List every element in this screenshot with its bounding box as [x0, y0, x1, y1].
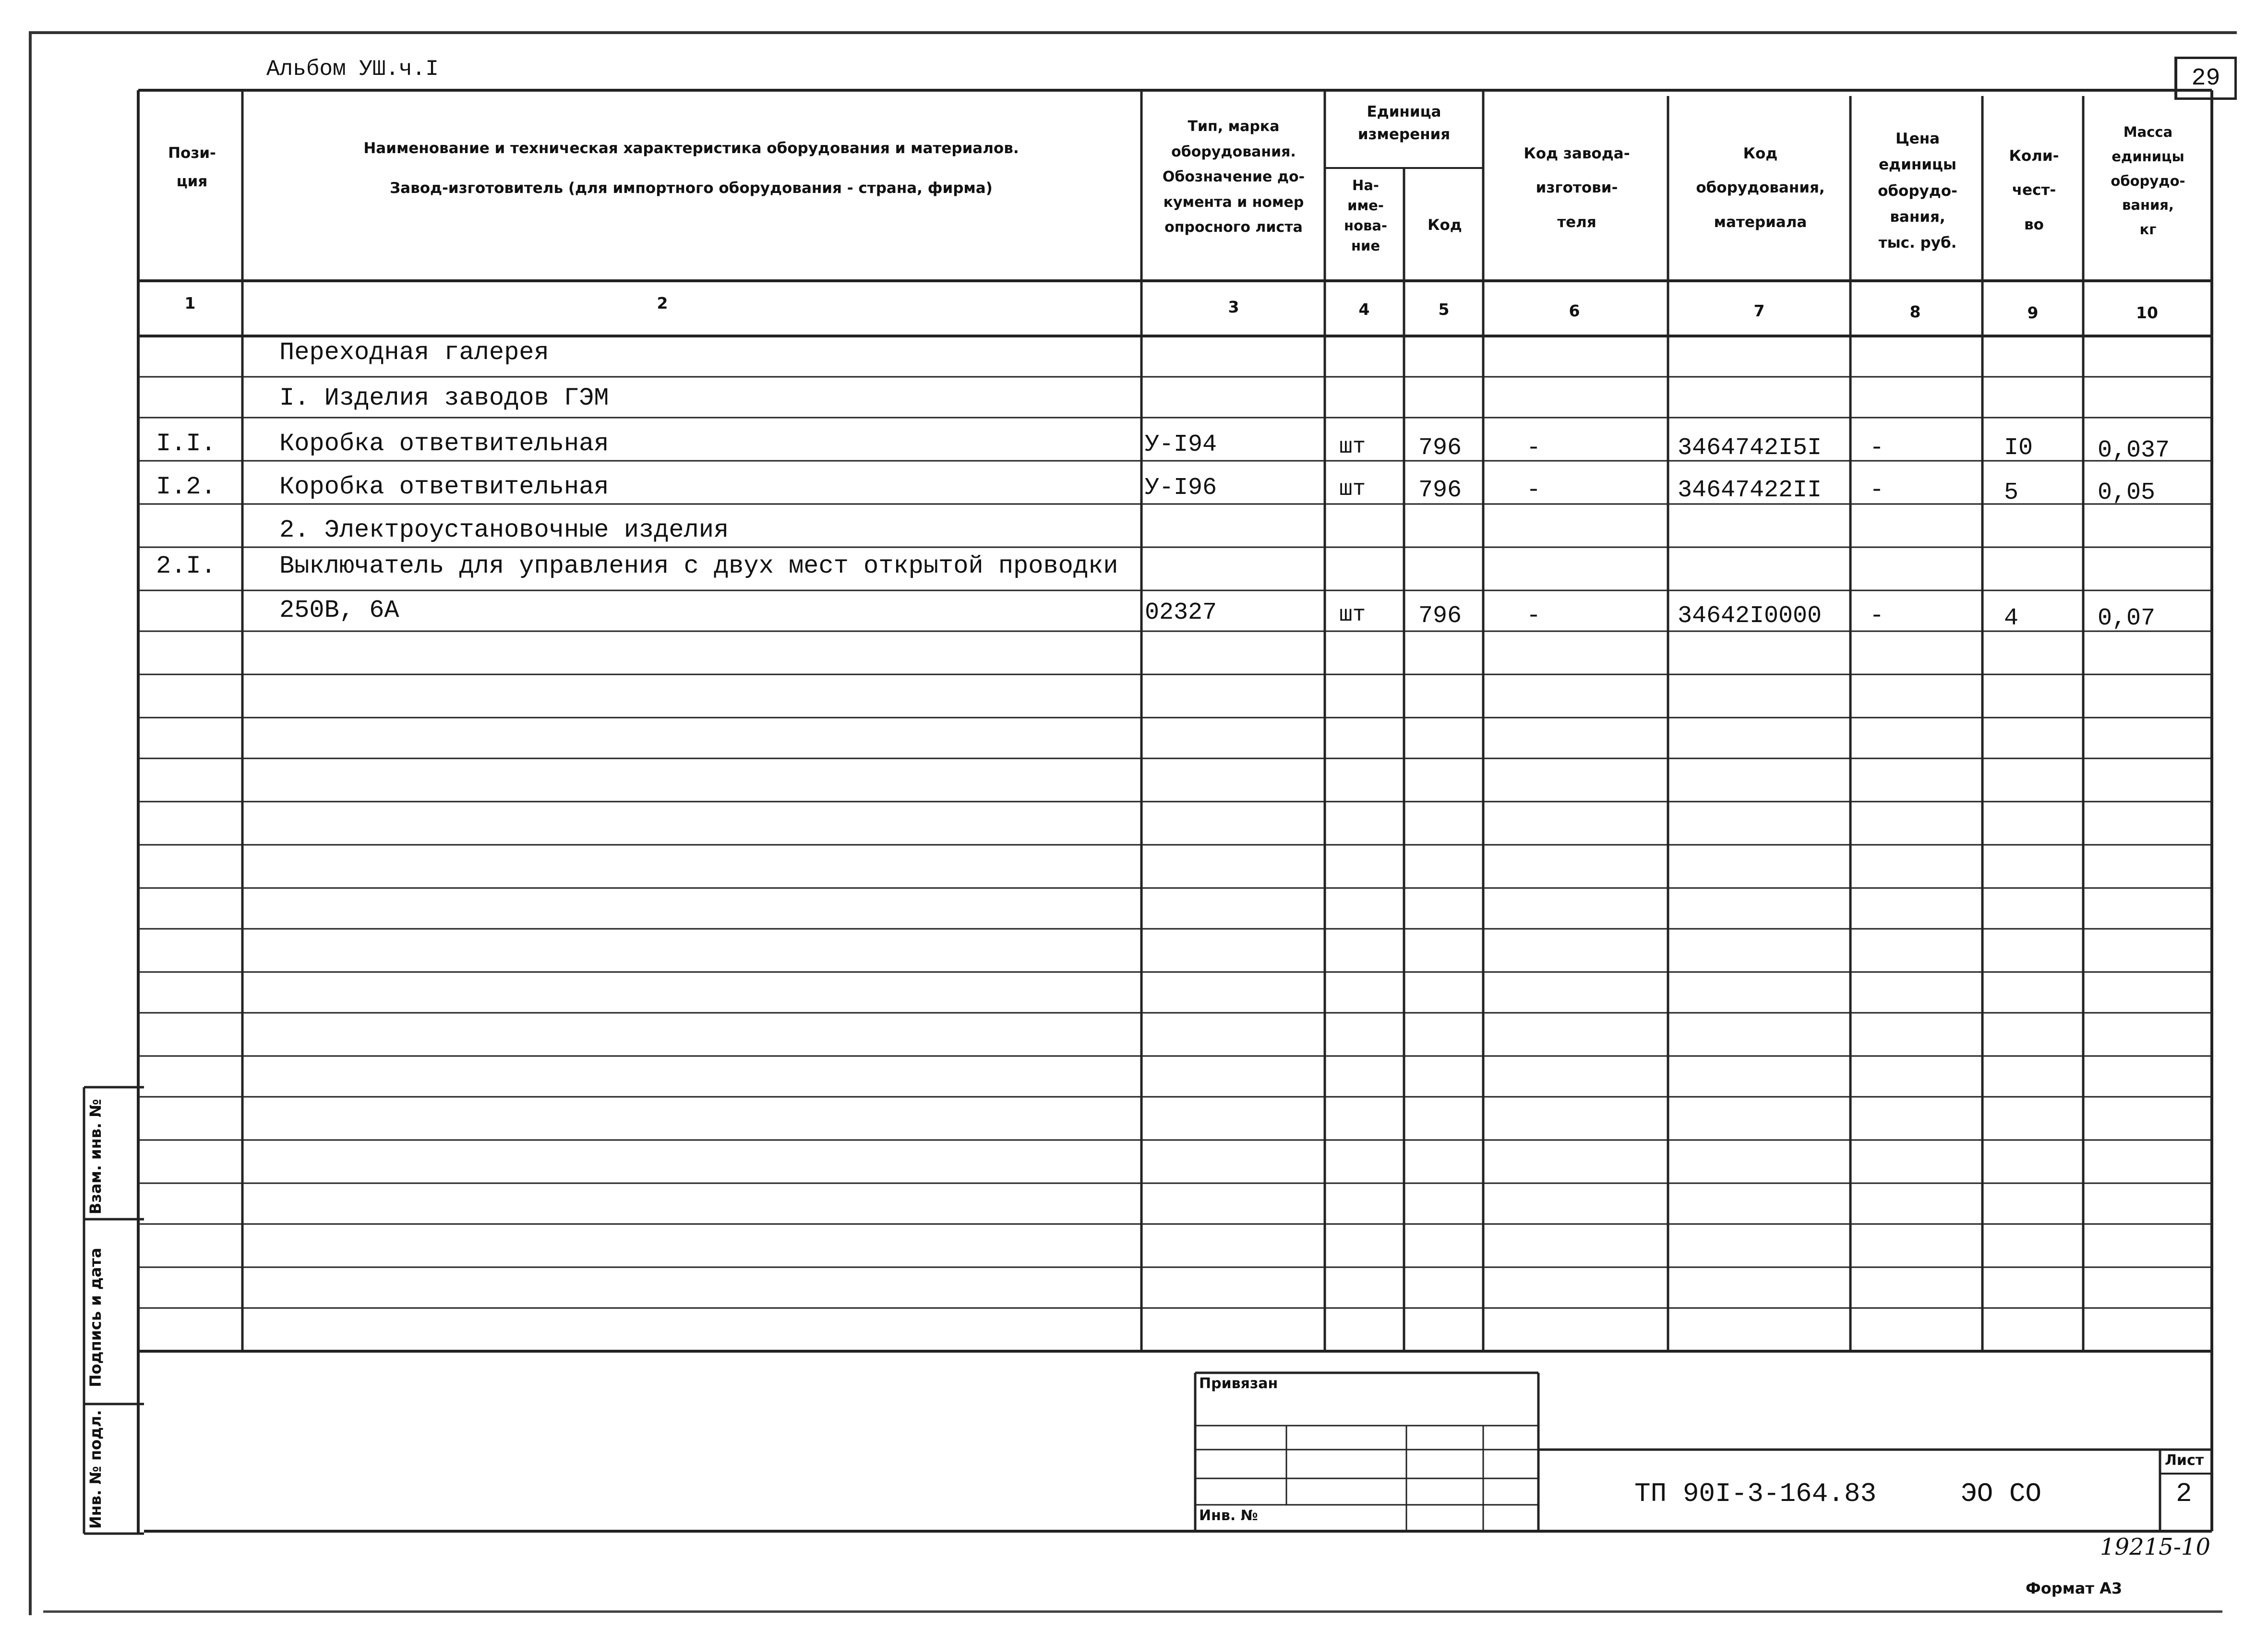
album-title: Альбом УШ.ч.I	[266, 57, 439, 82]
row-type: У-I96	[1145, 474, 1217, 502]
row-type: У-I94	[1145, 431, 1217, 458]
row-equipment-code: 34642I0000	[1678, 602, 1822, 630]
row-name: 2. Электроустановочные изделия	[279, 516, 729, 544]
sheet-number: 2	[2176, 1478, 2192, 1509]
row-equipment-code: 34647422II	[1678, 477, 1822, 504]
row-name: Коробка ответвительная	[279, 473, 609, 501]
column-number: 2	[657, 294, 668, 312]
row-type: 02327	[1145, 599, 1217, 626]
row-equipment-code: 3464742I5I	[1678, 434, 1822, 462]
sheet-label: Лист	[2165, 1452, 2204, 1469]
page-number: 29	[2174, 57, 2237, 100]
row-unit-code: 796	[1418, 477, 1462, 504]
row-name: I. Изделия заводов ГЭМ	[279, 384, 609, 412]
column-number: 8	[1909, 302, 1921, 321]
row-factory-code: -	[1526, 434, 1541, 462]
stamp-inv-no: Инв. №	[1199, 1507, 1258, 1524]
row-unit-code: 796	[1418, 434, 1462, 462]
row-unit-code: 796	[1418, 602, 1462, 630]
row-mass: 0,07	[2098, 605, 2156, 632]
header-factory-code: Код завода- изготови- теля	[1524, 145, 1630, 231]
row-unit: шт	[1339, 434, 1366, 459]
row-position: I.I.	[156, 430, 216, 458]
header-type: Тип, марка оборудования. Обозначение до- кумента и номер опросного листа	[1162, 118, 1305, 236]
row-name: 250В, 6А	[279, 596, 399, 624]
header-price: Цена единицы оборудо- вания, тыс. руб.	[1878, 130, 1957, 252]
row-name: Переходная галерея	[279, 338, 549, 367]
row-quantity: 5	[2004, 479, 2019, 506]
side-label-replaced-inv: Взам. инв. №	[86, 1099, 105, 1214]
side-label-original-inv: Инв. № подл.	[86, 1410, 105, 1529]
row-quantity: 4	[2004, 605, 2019, 632]
column-number: 4	[1358, 300, 1370, 319]
column-number: 6	[1569, 301, 1580, 320]
column-number: 3	[1228, 298, 1239, 316]
header-units: Единица измерения	[1357, 103, 1451, 143]
document-number: ТП 90I-3-164.83	[1634, 1478, 1877, 1509]
row-price: -	[1870, 477, 1884, 504]
row-name: Выключатель для управления с двух мест открытой проводки	[279, 552, 1118, 580]
header-unit-code: Код	[1428, 216, 1462, 234]
row-quantity: I0	[2004, 434, 2033, 462]
header-unit-name: На- име- нова- ние	[1344, 177, 1387, 254]
header-mass: Масса единицы оборудо- вания, кг	[2111, 124, 2185, 238]
column-number: 7	[1753, 301, 1765, 320]
stamp-privyazan: Привязан	[1199, 1375, 1278, 1392]
column-number: 10	[2136, 303, 2158, 322]
row-price: -	[1870, 602, 1884, 630]
header-position: Пози- ция	[168, 144, 216, 190]
format-label: Формат А3	[2026, 1579, 2123, 1597]
row-position: 2.I.	[156, 552, 216, 580]
column-number: 5	[1438, 300, 1450, 319]
row-mass: 0,05	[2098, 479, 2156, 506]
row-factory-code: -	[1526, 477, 1541, 504]
document-code: ЭО СО	[1961, 1478, 2042, 1509]
column-number: 9	[2027, 303, 2039, 322]
row-price: -	[1870, 434, 1884, 462]
row-unit: шт	[1339, 602, 1366, 627]
column-number: 1	[184, 294, 196, 312]
header-equipment-code: Код оборудования, материала	[1696, 145, 1825, 231]
row-position: I.2.	[156, 473, 216, 501]
row-name: Коробка ответвительная	[279, 430, 609, 458]
row-mass: 0,037	[2098, 437, 2170, 464]
header-name: Наименование и техническая характеристика оборудования и материалов. Завод-изготовитель (для импортного оборудования - страна, фирма)	[363, 140, 1019, 197]
row-unit: шт	[1339, 477, 1366, 502]
handwritten-number: 19215-10	[2100, 1534, 2210, 1560]
row-factory-code: -	[1526, 602, 1541, 630]
header-quantity: Коли- чест- во	[2009, 147, 2059, 233]
side-label-signature-date: Подпись и дата	[86, 1248, 105, 1387]
